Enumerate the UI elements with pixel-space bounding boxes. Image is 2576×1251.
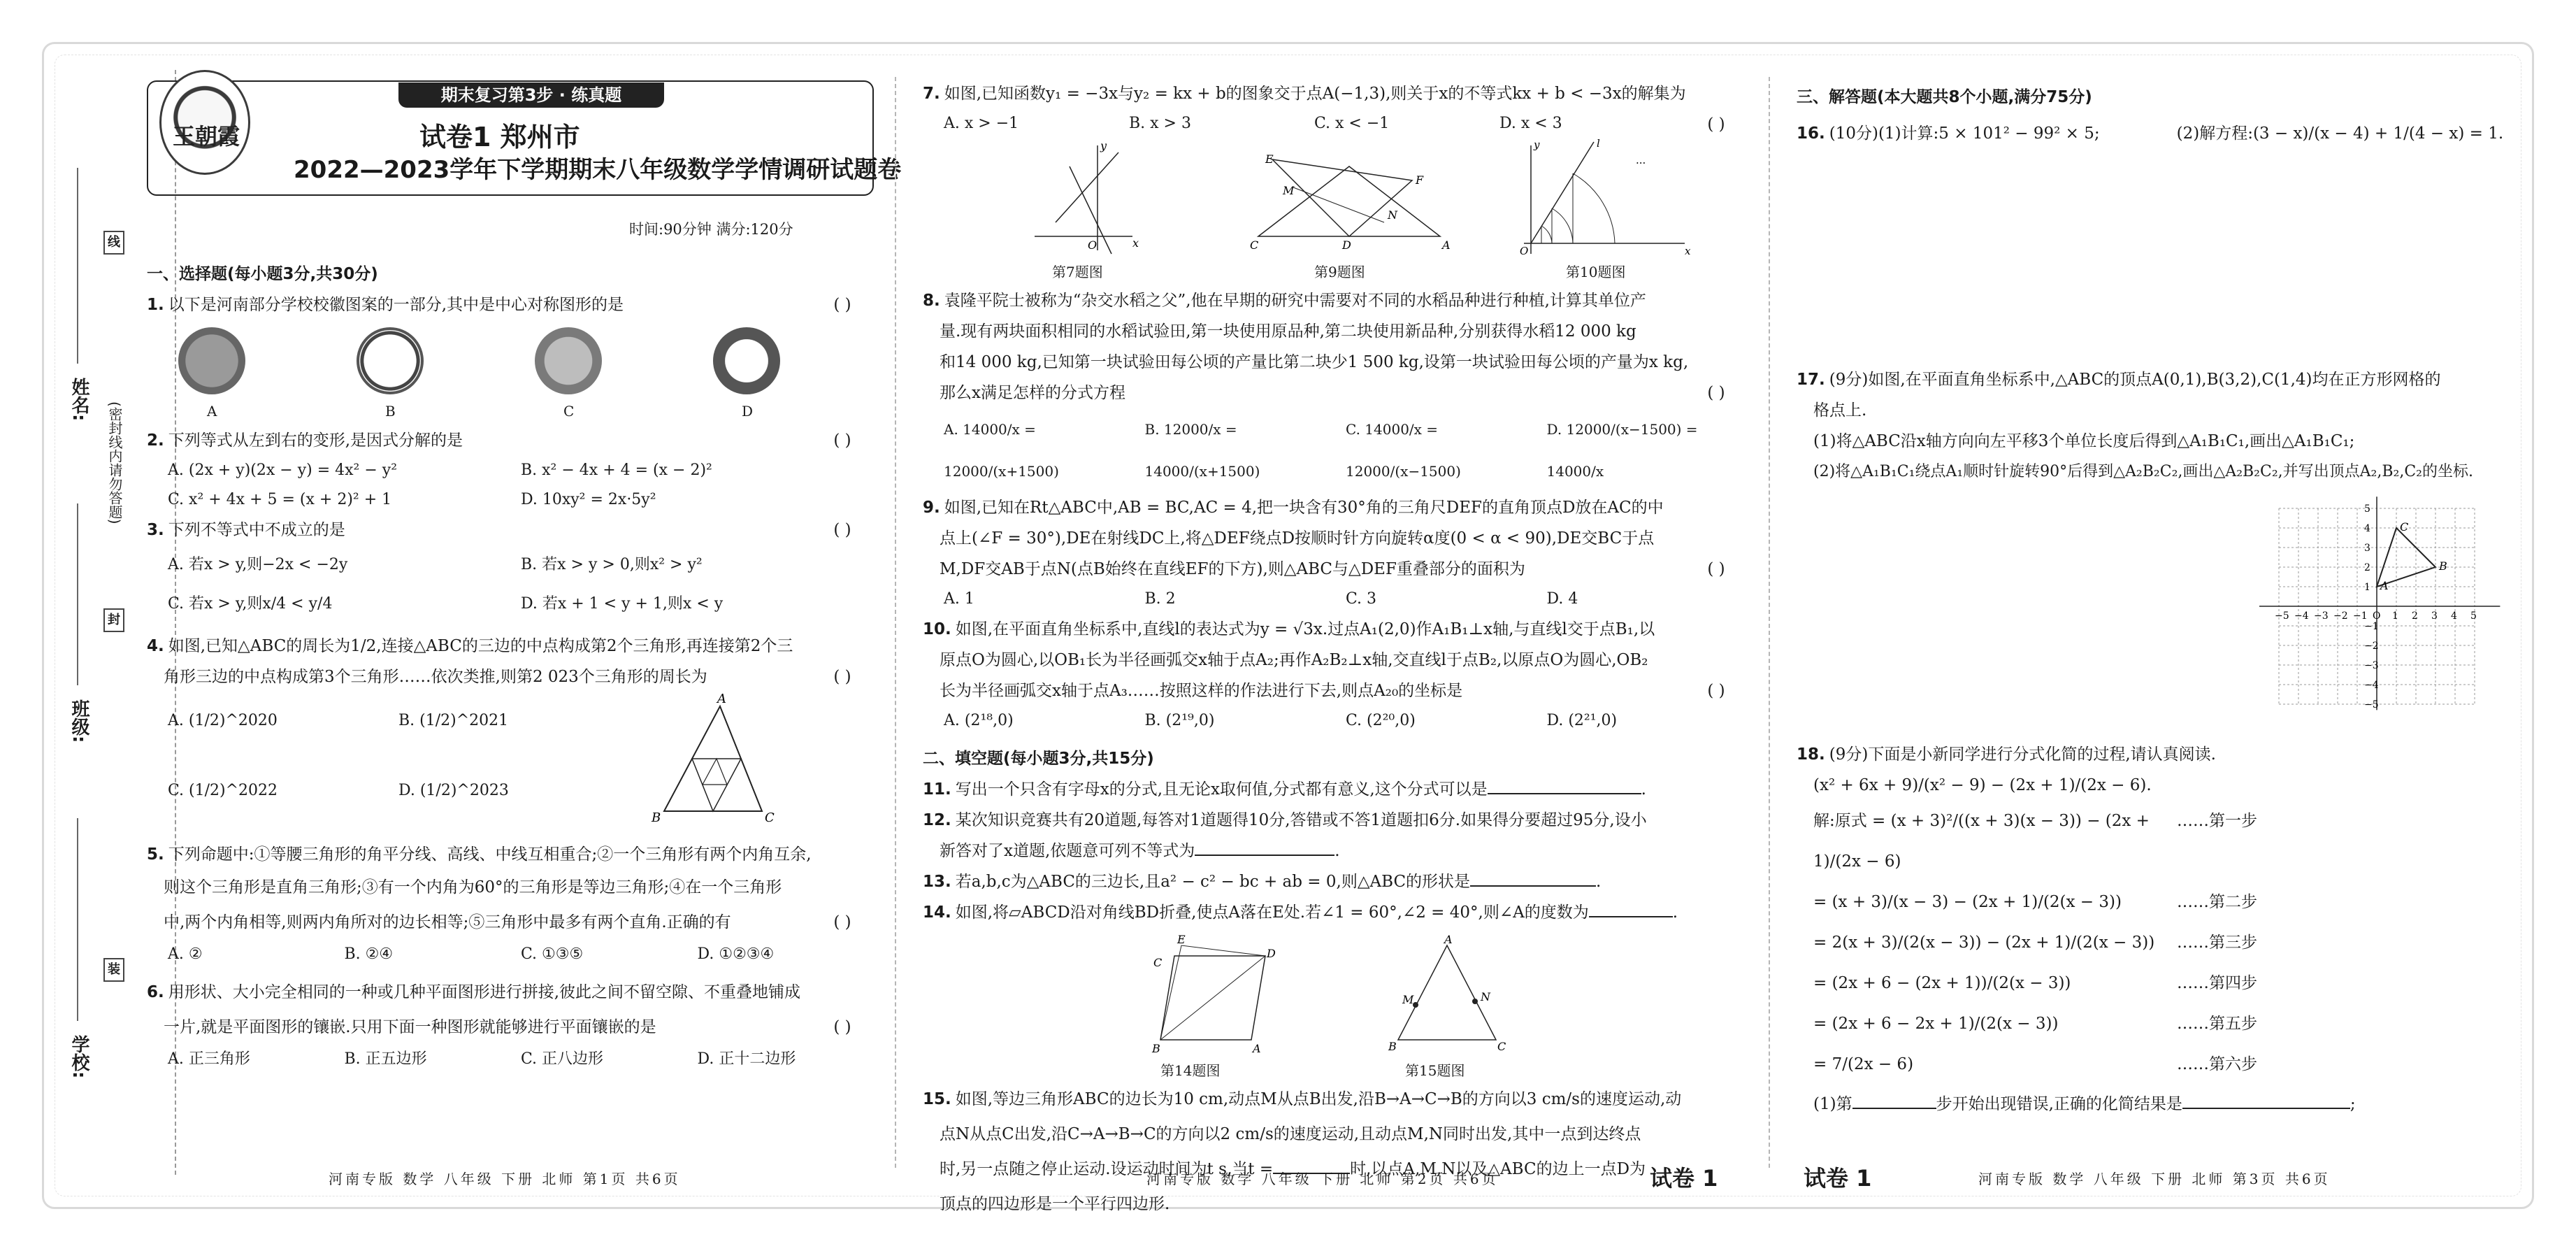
- q18-part1-text-2: 步开始出现错误,正确的化简结果是: [1936, 1095, 2182, 1113]
- time-info: 时间:90分钟 满分:120分: [629, 221, 793, 238]
- q6-text-2: 一片,就是平面图形的镶嵌.只用下面一种图形就能够进行平面镶嵌的是: [164, 1018, 656, 1036]
- answer-paren[interactable]: ( ): [833, 521, 851, 539]
- badge-d-label: D: [742, 403, 754, 420]
- option-a[interactable]: A. ②: [168, 945, 203, 963]
- q17-text: (9分)如图,在平面直角坐标系中,△ABC的顶点A(0,1),B(3,2),C(1,4)均在正方形网格的: [1829, 371, 2441, 389]
- q18-step-label: ……第三步: [2177, 934, 2257, 952]
- option-c[interactable]: C. ①③⑤: [521, 945, 584, 963]
- y-tick-label: 1: [2364, 582, 2370, 593]
- q18-step: [1797, 922, 2510, 963]
- school-label: 学校:: [69, 1035, 89, 1079]
- badge-d-image: [713, 327, 780, 394]
- svg-text:y: y: [1534, 138, 1540, 151]
- badge-c-label: C: [563, 403, 575, 420]
- option-a[interactable]: A. 正三角形: [168, 1050, 250, 1068]
- q8-text-3: 和14 000 kg,已知第一块试验田每公顷的产量比第二块少1 500 kg,设第一块试验田每公顷的产量为x kg,: [940, 353, 1689, 371]
- question-15: [923, 1082, 1748, 1117]
- q-number: 4.: [147, 637, 164, 655]
- option-b[interactable]: B. (2¹⁹,0): [1144, 712, 1215, 729]
- seal-mark-line: 线: [103, 231, 124, 255]
- section-1-title: 一、选择题(每小题3分,共30分): [147, 265, 378, 283]
- q8-options: [923, 408, 1748, 492]
- svg-text:B: B: [652, 810, 661, 825]
- q-number: 15.: [923, 1090, 951, 1108]
- q18-step-label: ……第四步: [2177, 974, 2257, 992]
- q-number: 16.: [1797, 124, 1825, 143]
- q18-step-expr: = (2x + 6 − 2x + 1)/(2(x − 3)): [1813, 1015, 2059, 1033]
- q15-triangle-figure: [1384, 935, 1510, 1054]
- question-4-cont: [147, 662, 874, 692]
- svg-text:B: B: [1388, 1040, 1397, 1053]
- q-number: 6.: [147, 983, 164, 1001]
- q18-part1: (1)第 步开始出现错误,正确的化简结果是 ;: [1813, 1095, 2356, 1113]
- q4-options-figure: [147, 692, 874, 839]
- q-number: 1.: [147, 296, 164, 314]
- y-tick-label: 2: [2364, 562, 2370, 573]
- q17-text-3: (1)将△ABC沿x轴方向向左平移3个单位长度后得到△A₁B₁C₁,画出△A₁B₁C₁;: [1813, 432, 2355, 450]
- svg-text:O: O: [1520, 245, 1529, 257]
- question-17: [1797, 364, 2510, 395]
- fig15-caption: 第15题图: [1405, 1062, 1465, 1079]
- x-tick-label: 3: [2431, 610, 2438, 622]
- y-tick-label: 3: [2364, 543, 2370, 554]
- badge-b-label: B: [385, 403, 396, 420]
- svg-text:A: A: [1253, 1042, 1261, 1055]
- x-tick-label: 1: [2392, 610, 2398, 622]
- q2-options: [147, 485, 874, 515]
- x-tick-label: −4: [2294, 610, 2309, 622]
- answer-blank[interactable]: [1470, 885, 1596, 887]
- q15-text-5: 顶点的四边形是一个平行四边形.: [940, 1195, 1170, 1213]
- question-10-cont: [923, 645, 1748, 675]
- svg-text:y: y: [1100, 139, 1107, 152]
- answer-blank[interactable]: [1195, 855, 1334, 856]
- q18-step: [1797, 882, 2510, 922]
- x-tick-label: −1: [2353, 610, 2368, 622]
- q4-text: 如图,已知△ABC的周长为1/2,连接△ABC的三边的中点构成第2个三角形,再连接第2个三: [168, 637, 793, 655]
- q7-text: 如图,已知函数y₁ = −3x与y₂ = kx + b的图象交于点A(−1,3),则关于x的不等式kx + b < −3x的解集为: [944, 85, 1686, 103]
- question-14: 14. 如图,将▱ABCD沿对角线BD折叠,使点A落在E处.若∠1 = 60°,∠2 = 40°,则∠A的度数为 .: [923, 903, 1678, 922]
- badge-c-image: [535, 327, 602, 394]
- svg-text:D: D: [1342, 238, 1351, 252]
- svg-text:M: M: [1402, 993, 1414, 1006]
- y-tick-label: −2: [2364, 641, 2379, 652]
- option-b[interactable]: B. x² − 4x + 4 = (x − 2)²: [521, 462, 712, 479]
- q4-triangle-figure: [650, 692, 776, 832]
- q7-graph-figure: [1028, 138, 1139, 257]
- x-tick-label: 4: [2451, 610, 2457, 622]
- option-b[interactable]: B. (1/2)^2021: [398, 712, 509, 729]
- exam-tag-3: 试卷 1: [1804, 1165, 1872, 1192]
- answer-blank[interactable]: [1852, 1108, 1936, 1109]
- q5-text-2: 则这个三角形是直角三角形;③有一个内角为60°的三角形是等边三角形;④在一个三角形: [164, 878, 782, 896]
- q5-text-3: 中,两个内角相等,则两内角所对的边长相等;⑤三角形中最多有两个直角.正确的有: [164, 913, 731, 931]
- column-3: [1797, 78, 2510, 1120]
- q-number: 12.: [923, 811, 951, 829]
- column-1: [147, 255, 874, 1074]
- option-d[interactable]: D. 若x + 1 < y + 1,则x < y: [521, 595, 724, 613]
- question-6: [147, 975, 874, 1010]
- q14-q15-figures: [923, 928, 1748, 1082]
- seal-mark-seal: 封: [103, 608, 124, 632]
- q17-text-4: (2)将△A₁B₁C₁绕点A₁顺时针旋转90°后得到△A₂B₂C₂,画出△A₂B₂C₂,并写出顶点A₂,B₂,C₂的坐标.: [1813, 463, 2473, 480]
- svg-text:···: ···: [1636, 157, 1646, 169]
- svg-text:C: C: [1497, 1040, 1506, 1053]
- q9-options: [923, 585, 1748, 614]
- q17-coordinate-grid[interactable]: [2244, 494, 2510, 732]
- question-8-cont: [923, 347, 1748, 378]
- svg-text:D: D: [1267, 947, 1276, 960]
- x-tick-label: 5: [2470, 610, 2477, 622]
- q3-text: 下列不等式中不成立的是: [168, 521, 345, 539]
- q14-parallelogram-figure: [1132, 933, 1276, 1055]
- question-17-cont: [1797, 457, 2510, 487]
- q18-step-expr: = (x + 3)/(x − 3) − (2x + 1)/(2(x − 3)): [1813, 893, 2122, 911]
- answer-paren[interactable]: ( ): [1707, 115, 1725, 134]
- question-8-cont: [923, 378, 1748, 408]
- question-2: [147, 425, 874, 456]
- option-a[interactable]: A. (2x + y)(2x − y) = 4x² − y²: [168, 462, 398, 479]
- q18-step-label: ……第六步: [2177, 1055, 2257, 1073]
- seal-note: (密封线内请勿答题): [105, 399, 125, 527]
- question-18: [1797, 739, 2510, 770]
- option-c[interactable]: C. 14000/x = 12000/(x−1500): [1346, 421, 1461, 480]
- q-number: 7.: [923, 85, 940, 103]
- svg-text:E: E: [1265, 152, 1274, 166]
- question-10-cont: [923, 675, 1748, 706]
- option-a[interactable]: A. (2¹⁸,0): [944, 712, 1014, 729]
- answer-blank[interactable]: [1488, 793, 1641, 794]
- q-number: 2.: [147, 431, 164, 450]
- answer-paren[interactable]: ( ): [833, 668, 851, 686]
- q9-text: 如图,已知在Rt△ABC中,AB = BC,AC = 4,把一块含有30°角的三角尺DEF的直角顶点D放在AC的中: [944, 499, 1664, 517]
- q16-part2: (2)解方程:(3 − x)/(x − 4) + 1/(4 − x) = 1.: [2176, 124, 2504, 143]
- fig14-caption: 第14题图: [1160, 1062, 1221, 1079]
- q18-step: [1797, 963, 2510, 1003]
- question-15-cont: [923, 1117, 1748, 1152]
- option-b[interactable]: B. 若x > y > 0,则x² > y²: [521, 556, 703, 573]
- svg-text:A: A: [717, 692, 726, 706]
- column-separator-2: [1769, 77, 1770, 1168]
- option-d[interactable]: D. 正十二边形: [697, 1050, 796, 1068]
- q18-step-label: ……第二步: [2177, 893, 2257, 911]
- q17-grid-area: [1797, 487, 2510, 739]
- svg-text:M: M: [1283, 184, 1295, 197]
- badge-a-image: [178, 327, 245, 394]
- answer-paren[interactable]: ( ): [1707, 384, 1725, 402]
- q17-text-2: 格点上.: [1813, 401, 1867, 420]
- question-17-cont: [1797, 426, 2510, 457]
- q18-step: [1797, 801, 2510, 882]
- q10-options: [923, 706, 1748, 736]
- vertex-label: B: [2439, 559, 2447, 573]
- q9-text-3: M,DF交AB于点N(点B始终在直线EF的下方),则△ABC与△DEF重叠部分的面积为: [940, 560, 1525, 578]
- q18-steps: [1797, 801, 2510, 1085]
- q-number: 18.: [1797, 745, 1825, 764]
- option-d[interactable]: D. 10xy² = 2x·5y²: [521, 491, 656, 508]
- q-number: 9.: [923, 499, 940, 517]
- class-underline: [77, 503, 78, 685]
- q-number: 5.: [147, 845, 164, 864]
- q6-text: 用形状、大小完全相同的一种或几种平面图形进行拼接,彼此之间不留空隙、不重叠地铺成: [168, 983, 801, 1001]
- q3-options: [147, 545, 874, 585]
- x-tick-label: −3: [2314, 610, 2329, 622]
- q8-text-2: 量.现有两块面积相同的水稻试验田,第一块使用原品种,第二块使用新品种,分别获得水稻12 000 kg: [940, 322, 1636, 341]
- svg-text:A: A: [1444, 933, 1453, 946]
- svg-text:C: C: [1153, 956, 1163, 969]
- question-15-cont: [923, 1187, 1748, 1222]
- q15-text-2: 点N从点C出发,沿C→A→B→C的方向以2 cm/s的速度运动,且动点M,N同时出发,其中一点到达终点: [940, 1125, 1641, 1143]
- question-5: [147, 839, 874, 870]
- q-number: 8.: [923, 292, 940, 310]
- q3-options: [147, 585, 874, 624]
- y-tick-label: −5: [2364, 699, 2379, 710]
- q9-text-2: 点上(∠F = 30°),DE在射线DC上,将△DEF绕点D按顺时针方向旋转α度(0 < α < 90),DE交BC于点: [940, 529, 1655, 548]
- triangle-abc: [2377, 528, 2435, 587]
- column-separator-1: [895, 77, 896, 1168]
- q4-options: [147, 776, 629, 806]
- option-a[interactable]: A. 若x > y,则−2x < −2y: [168, 556, 348, 573]
- q16-part1: (10分)(1)计算:5 × 101² − 99² × 5;: [1829, 124, 2100, 143]
- question-8: [923, 285, 1748, 316]
- answer-paren[interactable]: ( ): [1707, 682, 1725, 700]
- q5-text: 下列命题中:①等腰三角形的角平分线、高线、中线互相重合;②一个三角形有两个内角互余,: [168, 845, 812, 864]
- svg-text:E: E: [1177, 933, 1186, 946]
- option-a[interactable]: A. x > −1: [944, 115, 1019, 132]
- svg-text:O: O: [1088, 238, 1098, 252]
- option-b[interactable]: B. 正五边形: [344, 1050, 427, 1068]
- answer-blank[interactable]: [1589, 916, 1673, 917]
- vertex-label: A: [2380, 579, 2389, 592]
- q5-options: [147, 940, 874, 969]
- option-c[interactable]: C. 3: [1346, 590, 1377, 608]
- svg-text:C: C: [1250, 238, 1259, 252]
- option-d[interactable]: D. x < 3: [1499, 115, 1562, 132]
- q18-part1-text: (1)第: [1813, 1095, 1852, 1113]
- q6-options: [147, 1045, 874, 1074]
- vertex-label: C: [2400, 520, 2409, 534]
- svg-text:x: x: [1132, 236, 1139, 250]
- question-17-cont: [1797, 395, 2510, 426]
- section-2-title: 二、填空题(每小题3分,共15分): [923, 750, 1154, 768]
- exam-tag-2: 试卷 1: [1650, 1165, 1718, 1192]
- svg-text:N: N: [1481, 990, 1490, 1003]
- q18-step-expr: = (2x + 6 − (2x + 1))/(2(x − 3)): [1813, 974, 2071, 992]
- svg-text:F: F: [1416, 173, 1424, 187]
- q-number: 3.: [147, 521, 164, 539]
- question-1: [147, 289, 874, 320]
- q12-text-2: 新答对了x道题,依题意可列不等式为: [940, 842, 1195, 860]
- footer-page-2: 河南专版 数学 八年级 下册 北师 第2页 共6页: [1146, 1171, 1499, 1187]
- question-8-cont: [923, 316, 1748, 347]
- fig7-caption: 第7题图: [1052, 264, 1103, 280]
- q18-expr: (x² + 6x + 9)/(x² − 9) − (2x + 1)/(2x − 6).: [1813, 776, 2152, 794]
- column-2: [923, 78, 1748, 1222]
- q18-step-expr: 解:原式 = (x + 3)²/((x + 3)(x − 3)) − (2x + 1)/(2x − 6): [1813, 812, 2150, 871]
- option-b[interactable]: B. 12000/x = 14000/(x+1500): [1144, 421, 1260, 480]
- svg-text:C: C: [765, 810, 775, 825]
- question-16: [1797, 113, 2510, 155]
- question-12-cont: 新答对了x道题,依题意可列不等式为 .: [940, 842, 1340, 860]
- option-a[interactable]: A. (1/2)^2020: [168, 712, 278, 729]
- q15-text-4: 时,以点A,M,N以及△ABC的边上一点D为: [1350, 1160, 1646, 1178]
- svg-text:N: N: [1388, 208, 1397, 222]
- y-tick-label: −3: [2364, 660, 2379, 671]
- header-tab: 期末复习第3步 · 练真题: [398, 83, 664, 108]
- option-d[interactable]: D. (1/2)^2023: [398, 782, 509, 799]
- q2-options: [147, 456, 874, 485]
- q18-text: (9分)下面是小新同学进行分式化简的过程,请认真阅读.: [1829, 745, 2216, 764]
- option-b[interactable]: B. x > 3: [1129, 115, 1191, 132]
- q-number: 10.: [923, 620, 951, 638]
- answer-paren[interactable]: ( ): [833, 1018, 851, 1036]
- question-5-cont: [147, 870, 874, 905]
- brand-logo-text: 王朝霞: [172, 123, 240, 150]
- question-9-cont: [923, 554, 1748, 585]
- school-underline: [77, 818, 78, 1021]
- question-9-cont: [923, 523, 1748, 554]
- footer-page-1: 河南专版 数学 八年级 下册 北师 第1页 共6页: [329, 1171, 681, 1187]
- question-11: 11. 写出一个只含有字母x的分式,且无论x取何值,分式都有意义,这个分式可以是 .: [923, 780, 1646, 799]
- option-d[interactable]: D. ①②③④: [697, 945, 775, 963]
- q18-step-expr: = 2(x + 3)/(2(x − 3)) − (2x + 1)/(2(x − 3)): [1813, 934, 2155, 952]
- option-c[interactable]: C. 正八边形: [521, 1050, 604, 1068]
- x-tick-label: O: [2373, 610, 2381, 622]
- x-tick-label: 2: [2412, 610, 2418, 622]
- exam-title: 试卷1 郑州市: [419, 122, 580, 152]
- q1-images: [147, 320, 874, 425]
- q12-text: 某次知识竞赛共有20道题,每答对1道题得10分,答错或不答1道题扣6分.如果得分要超过95分,设小: [955, 811, 1647, 829]
- answer-paren[interactable]: ( ): [833, 431, 851, 450]
- answer-paren[interactable]: ( ): [833, 913, 851, 931]
- option-c[interactable]: C. x² + 4x + 5 = (x + 2)² + 1: [168, 491, 392, 508]
- option-d[interactable]: D. (2²¹,0): [1546, 712, 1618, 729]
- q2-text: 下列等式从左到右的变形,是因式分解的是: [168, 431, 463, 450]
- x-tick-label: −2: [2333, 610, 2348, 622]
- q13-text: 若a,b,c为△ABC的三边长,且a² − c² − bc + ab = 0,则△ABC的形状是: [955, 873, 1471, 891]
- exam-subtitle: 2022—2023学年下学期期末八年级数学学情调研试题卷: [294, 156, 902, 184]
- q8-text: 袁隆平院士被称为“杂交水稻之父”,他在早期的研究中需要对不同的水稻品种进行种植,计算其单位产: [944, 292, 1646, 310]
- x-tick-label: −5: [2275, 610, 2289, 622]
- svg-text:x: x: [1685, 245, 1691, 257]
- q-number: 11.: [923, 780, 951, 799]
- q9-triangle-figure: [1244, 152, 1454, 257]
- question-3: [147, 515, 874, 545]
- svg-text:B: B: [1152, 1042, 1160, 1055]
- y-tick-label: 5: [2364, 503, 2370, 515]
- q18-step: [1797, 1044, 2510, 1085]
- option-c[interactable]: C. (2²⁰,0): [1346, 712, 1416, 729]
- question-6-cont: [147, 1010, 874, 1045]
- q18-expression: [1797, 770, 2510, 801]
- answer-paren[interactable]: ( ): [1707, 560, 1725, 578]
- q-number: 14.: [923, 903, 951, 922]
- svg-text:l: l: [1597, 137, 1600, 150]
- answer-paren[interactable]: ( ): [833, 296, 851, 314]
- option-b[interactable]: B. ②④: [344, 945, 394, 963]
- name-underline: [77, 168, 78, 364]
- option-b[interactable]: B. 2: [1144, 590, 1176, 608]
- q1-text: 以下是河南部分学校校徽图案的一部分,其中是中心对称图形的是: [168, 296, 624, 314]
- question-4: [147, 631, 874, 662]
- y-tick-label: 4: [2364, 523, 2370, 534]
- q-number: 13.: [923, 873, 951, 891]
- q8-text-4: 那么x满足怎样的分式方程: [940, 384, 1125, 402]
- option-c[interactable]: C. x < −1: [1314, 115, 1390, 132]
- q4-options: [147, 706, 629, 736]
- q11-text: 写出一个只含有字母x的分式,且无论x取何值,分式都有意义,这个分式可以是: [955, 780, 1488, 799]
- seal-mark-bind: 装: [103, 958, 124, 982]
- option-a[interactable]: A. 1: [944, 590, 974, 608]
- question-13: 13. 若a,b,c为△ABC的三边长,且a² − c² − bc + ab = 0,则△ABC的形状是 .: [923, 873, 1602, 891]
- q15-text: 如图,等边三角形ABC的边长为10 cm,动点M从点B出发,沿B→A→C→B的方向以3 cm/s的速度运动,动: [955, 1090, 1682, 1108]
- q10-text-3: 长为半径画弧交x轴于点A₃……按照这样的作法进行下去,则点A₂₀的坐标是: [940, 682, 1463, 700]
- fig10-caption: 第10题图: [1566, 264, 1626, 280]
- option-c[interactable]: C. (1/2)^2022: [168, 782, 278, 799]
- q18-step-label: ……第五步: [2177, 1015, 2257, 1033]
- y-tick-label: −4: [2364, 680, 2379, 691]
- fig9-caption: 第9题图: [1314, 264, 1365, 280]
- section-3-title: 三、解答题(本大题共8个小题,满分75分): [1797, 88, 2092, 106]
- q10-text: 如图,在平面直角坐标系中,直线l的表达式为y = √3x.过点A₁(2,0)作A₁B₁⊥x轴,与直线l交于点B₁,以: [955, 620, 1655, 638]
- option-a[interactable]: A. 14000/x = 12000/(x+1500): [944, 421, 1059, 480]
- q18-step-expr: = 7/(2x − 6): [1813, 1055, 1914, 1073]
- q7-q10-figures: [923, 138, 1748, 285]
- q7-options: [923, 109, 1685, 138]
- q4-text-2: 角形三边的中点构成第3个三角形……依次类推,则第2 023个三角形的周长为: [164, 668, 707, 686]
- q18-step: [1797, 1003, 2510, 1044]
- question-12: [923, 805, 1748, 836]
- q-number: 17.: [1797, 371, 1825, 389]
- q16-answer-space[interactable]: [1797, 155, 2510, 364]
- q18-step-label: ……第一步: [2177, 812, 2257, 830]
- name-label: 姓名:: [69, 378, 89, 422]
- q10-spiral-figure: [1510, 138, 1692, 257]
- q14-text: 如图,将▱ABCD沿对角线BD折叠,使点A落在E处.若∠1 = 60°,∠2 = 40°,则∠A的度数为: [955, 903, 1589, 922]
- q15-text-3: 时,另一点随之停止运动.设运动时间为t s,当t =: [940, 1160, 1274, 1178]
- q10-text-2: 原点O为圆心,以OB₁长为半径画弧交x轴于点A₂;再作A₂B₂⊥x轴,交直线l于点B₂,以原点O为圆心,OB₂: [940, 651, 1648, 669]
- question-5-cont: [147, 905, 874, 940]
- y-tick-label: −1: [2364, 621, 2379, 632]
- answer-blank[interactable]: [2182, 1108, 2350, 1109]
- badge-a-label: A: [207, 403, 217, 420]
- badge-b-image: [357, 327, 424, 394]
- option-c[interactable]: C. 若x > y,则x/4 < y/4: [168, 595, 333, 613]
- footer-page-3: 河南专版 数学 八年级 下册 北师 第3页 共6页: [1978, 1171, 2331, 1187]
- question-9: [923, 492, 1748, 523]
- svg-text:A: A: [1442, 238, 1451, 252]
- option-d[interactable]: D. 12000/(x−1500) = 14000/x: [1546, 421, 1698, 480]
- option-d[interactable]: D. 4: [1546, 590, 1578, 608]
- question-10: [923, 614, 1748, 645]
- class-label: 班级:: [69, 699, 89, 743]
